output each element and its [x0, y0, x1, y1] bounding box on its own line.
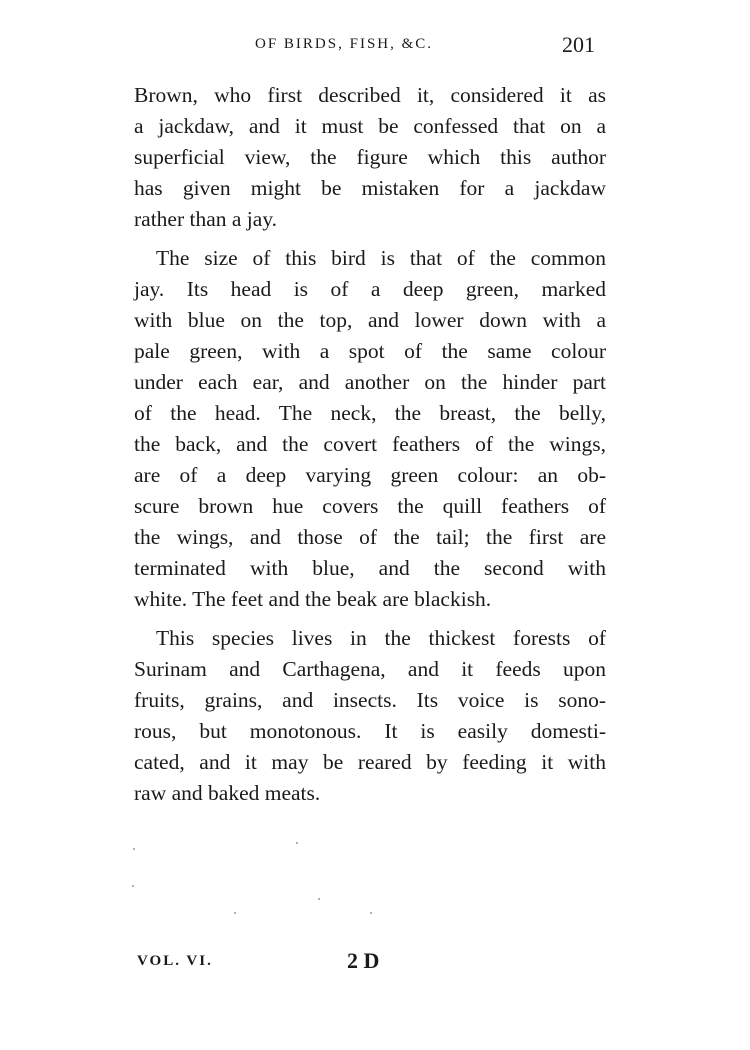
body-text: [134, 80, 606, 809]
paper-speck: [133, 848, 135, 850]
text-line: the back, and the covert feathers of the wings,: [134, 432, 606, 456]
paper-speck: [234, 912, 236, 914]
text-line: under each ear, and another on the hinder part: [134, 370, 606, 394]
text-line: scure brown hue covers the quill feathers of: [134, 494, 606, 518]
text-line: raw and baked meats.: [134, 781, 321, 805]
text-line: rather than a jay.: [134, 207, 278, 231]
text-line: The size of this bird is that of the common: [156, 246, 606, 270]
text-line: with blue on the top, and lower down with a: [134, 308, 606, 332]
paper-speck: [132, 885, 134, 887]
paragraph-1: [134, 80, 606, 235]
text-line: This species lives in the thickest forests of: [156, 626, 606, 650]
volume-signature: VOL. VI.: [137, 953, 213, 969]
text-line: Surinam and Carthagena, and it feeds upon: [134, 657, 606, 681]
text-line: terminated with blue, and the second with: [134, 556, 606, 580]
running-title: OF BIRDS, FISH, &C.: [255, 36, 434, 52]
page-number: 201: [562, 32, 595, 57]
text-line: Brown, who first described it, considered it as: [134, 83, 606, 107]
text-line: pale green, with a spot of the same colour: [134, 339, 606, 363]
text-line: has given might be mistaken for a jackdaw: [134, 176, 606, 200]
text-line: cated, and it may be reared by feeding it with: [134, 750, 606, 774]
text-line: fruits, grains, and insects. Its voice is sono-: [134, 688, 606, 712]
gathering-signature: 2 D: [347, 948, 380, 973]
paragraph-3: [134, 623, 606, 809]
paper-speck: [370, 912, 372, 914]
text-line: a jackdaw, and it must be confessed that on a: [134, 114, 606, 138]
text-line: jay. Its head is of a deep green, marked: [134, 277, 606, 301]
text-line: white. The feet and the beak are blackish.: [134, 587, 492, 611]
paragraph-2: [134, 243, 606, 615]
text-line: superficial view, the figure which this author: [134, 145, 606, 169]
text-line: the wings, and those of the tail; the first are: [134, 525, 606, 549]
paper-speck: [318, 898, 320, 900]
text-line: of the head. The neck, the breast, the belly,: [134, 401, 606, 425]
text-line: are of a deep varying green colour: an ob-: [134, 463, 606, 487]
paper-speck: [296, 842, 298, 844]
text-line: rous, but monotonous. It is easily domesti-: [134, 719, 606, 743]
